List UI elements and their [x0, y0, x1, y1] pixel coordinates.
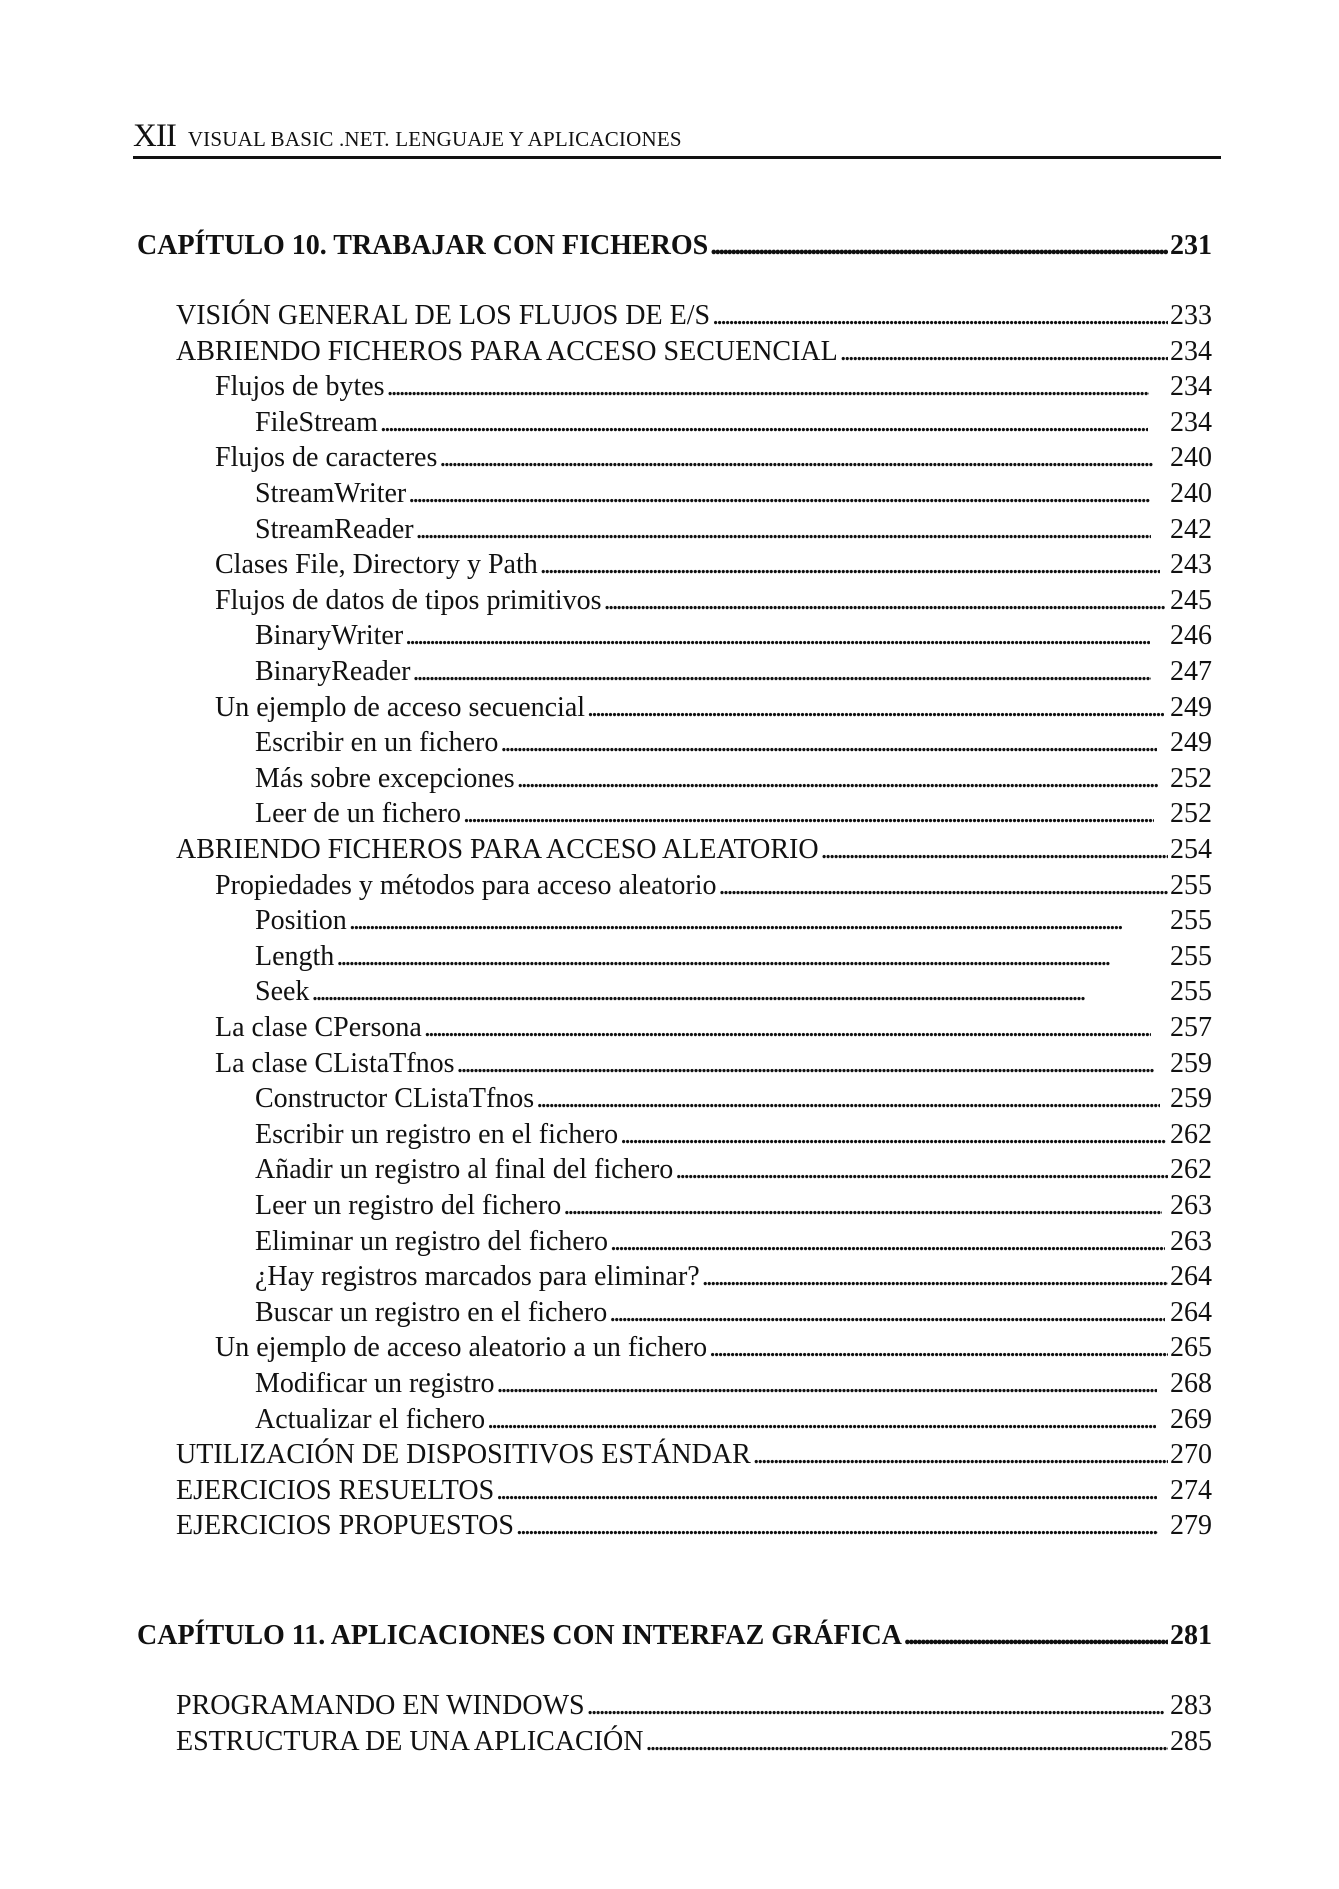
toc-entry-label: Buscar un registro en el fichero — [255, 1297, 608, 1328]
toc-entry-page: 255 — [1170, 976, 1212, 1007]
toc-entry — [176, 832, 1212, 868]
dot-leader — [604, 583, 1165, 619]
toc-entry — [255, 939, 1212, 975]
toc-entry — [255, 1152, 1212, 1188]
dot-leader — [702, 1259, 1168, 1295]
dot-leader — [416, 512, 1151, 548]
dot-leader — [536, 1081, 1160, 1117]
toc-entry-page: 263 — [1170, 1190, 1212, 1221]
toc-entry — [255, 1188, 1212, 1224]
toc-entry-page: 252 — [1170, 798, 1212, 829]
toc-entry — [176, 334, 1212, 370]
toc-entry-label: ¿Hay registros marcados para eliminar? — [255, 1261, 700, 1292]
toc-entry-label: Length — [255, 941, 335, 972]
toc-entry-label: Clases File, Directory y Path — [215, 549, 538, 580]
toc-entry-label: Escribir un registro en el fichero — [255, 1119, 619, 1150]
dot-leader — [563, 1188, 1162, 1224]
toc-entry-page: 257 — [1170, 1012, 1212, 1043]
toc-entry-page: 262 — [1170, 1119, 1212, 1150]
toc-entry-label: Flujos de bytes — [215, 371, 385, 402]
toc-entry-page: 268 — [1170, 1368, 1212, 1399]
toc-entry — [255, 1224, 1212, 1260]
toc-entry-page: 283 — [1170, 1690, 1212, 1721]
toc-entry — [215, 1330, 1212, 1366]
toc-entry — [176, 1437, 1212, 1473]
chapter-heading — [137, 228, 1212, 264]
dot-leader — [380, 405, 1148, 441]
dot-leader — [718, 868, 1168, 904]
toc-entry — [215, 547, 1212, 583]
toc-entry — [255, 761, 1212, 797]
dot-leader — [336, 939, 1148, 975]
toc-entry-label: La clase CListaTfnos — [215, 1048, 455, 1079]
dot-leader — [517, 761, 1159, 797]
toc-entry-label: Seek — [255, 976, 310, 1007]
dot-leader — [821, 832, 1168, 868]
toc-entry-page: 246 — [1170, 620, 1212, 651]
dot-leader — [587, 690, 1164, 726]
chapter-title: CAPÍTULO 11. APLICACIONES CON INTERFAZ GRÁFICA — [137, 1620, 902, 1651]
header-rule — [133, 156, 1221, 159]
toc-entry-label: FileStream — [255, 407, 378, 438]
toc-entry-page: 259 — [1170, 1048, 1212, 1079]
toc-entry-page: 255 — [1170, 941, 1212, 972]
toc-entry-label: ESTRUCTURA DE UNA APLICACIÓN — [176, 1726, 644, 1757]
toc-entry — [176, 298, 1212, 334]
toc-entry-label: Leer un registro del fichero — [255, 1190, 562, 1221]
dot-leader — [487, 1402, 1156, 1438]
dot-leader — [497, 1366, 1157, 1402]
toc-entry-label: BinaryWriter — [255, 620, 404, 651]
toc-entry — [176, 1508, 1212, 1544]
toc-entry-label: Flujos de datos de tipos primitivos — [215, 585, 602, 616]
chapter-page-number: 231 — [1170, 230, 1212, 261]
toc-entry-label: Eliminar un registro del fichero — [255, 1226, 608, 1257]
toc-entry-page: 249 — [1170, 727, 1212, 758]
dot-leader — [500, 725, 1157, 761]
toc-entry — [255, 974, 1212, 1010]
chapter-title: CAPÍTULO 10. TRABAJAR CON FICHEROS — [137, 230, 709, 261]
toc-entry-page: 240 — [1170, 478, 1212, 509]
toc-entry-label: Añadir un registro al final del fichero — [255, 1154, 674, 1185]
toc-entry-label: Actualizar el fichero — [255, 1404, 486, 1435]
toc-entry-page: 265 — [1170, 1332, 1212, 1363]
toc-entry-page: 259 — [1170, 1083, 1212, 1114]
dot-leader — [540, 547, 1160, 583]
toc-entry — [255, 903, 1212, 939]
toc-entry — [255, 476, 1212, 512]
toc-entry-page: 255 — [1170, 905, 1212, 936]
toc-entry — [255, 796, 1212, 832]
dot-leader — [405, 618, 1150, 654]
toc-entry — [255, 618, 1212, 654]
toc-entry-label: EJERCICIOS RESUELTOS — [176, 1475, 495, 1506]
toc-entry — [255, 1295, 1212, 1331]
toc-entry-label: StreamWriter — [255, 478, 407, 509]
dot-leader — [516, 1508, 1158, 1544]
toc-entry-label: Leer de un fichero — [255, 798, 461, 829]
toc-entry-page: 234 — [1170, 407, 1212, 438]
toc-entry-page: 269 — [1170, 1404, 1212, 1435]
toc-entry-page: 234 — [1170, 371, 1212, 402]
toc-entry — [215, 1010, 1212, 1046]
dot-leader — [463, 796, 1154, 832]
dot-leader — [456, 1046, 1153, 1082]
toc-entry-label: Escribir en un fichero — [255, 727, 499, 758]
toc-entry-page: 264 — [1170, 1261, 1212, 1292]
toc-entry-page: 264 — [1170, 1297, 1212, 1328]
toc-entry-label: Position — [255, 905, 347, 936]
dot-leader — [675, 1152, 1168, 1188]
toc-entry — [176, 1473, 1212, 1509]
toc-entry — [215, 1046, 1212, 1082]
toc-entry-label: ABRIENDO FICHEROS PARA ACCESO SECUENCIAL — [176, 336, 838, 367]
dot-leader — [387, 369, 1149, 405]
toc-entry — [215, 690, 1212, 726]
toc-entry-page: 255 — [1170, 870, 1212, 901]
toc-entry-page: 285 — [1170, 1726, 1212, 1757]
toc-entry-page: 274 — [1170, 1475, 1212, 1506]
toc-entry-label: Modificar un registro — [255, 1368, 495, 1399]
dot-leader — [609, 1295, 1165, 1331]
toc-entry-label: VISIÓN GENERAL DE LOS FLUJOS DE E/S — [176, 300, 711, 331]
dot-leader — [424, 1010, 1152, 1046]
toc-entry — [255, 1366, 1212, 1402]
toc-entry-label: ABRIENDO FICHEROS PARA ACCESO ALEATORIO — [176, 834, 819, 865]
toc-entry-label: EJERCICIOS PROPUESTOS — [176, 1510, 514, 1541]
toc-entry-label: Un ejemplo de acceso secuencial — [215, 692, 586, 723]
toc-entry-label: Flujos de caracteres — [215, 442, 438, 473]
chapter-page-number: 281 — [1170, 1620, 1212, 1651]
toc-entry-page: 242 — [1170, 514, 1212, 545]
toc-entry-page: 234 — [1170, 336, 1212, 367]
toc-entry-label: Un ejemplo de acceso aleatorio a un fichero — [215, 1332, 708, 1363]
dot-leader — [413, 654, 1151, 690]
dot-leader — [620, 1117, 1166, 1153]
toc-entry-page: 243 — [1170, 549, 1212, 580]
toc-entry — [176, 1724, 1212, 1760]
toc-entry-page: 249 — [1170, 692, 1212, 723]
dot-leader — [753, 1437, 1168, 1473]
toc-entry-page: 240 — [1170, 442, 1212, 473]
toc-entry — [255, 725, 1212, 761]
toc-entry-page: 254 — [1170, 834, 1212, 865]
toc-entry-label: La clase CPersona — [215, 1012, 422, 1043]
dot-leader — [408, 476, 1150, 512]
toc-entry-page: 270 — [1170, 1439, 1212, 1470]
dot-leader — [710, 228, 1168, 264]
toc-entry — [255, 512, 1212, 548]
toc-entry-label: UTILIZACIÓN DE DISPOSITIVOS ESTÁNDAR — [176, 1439, 751, 1470]
dot-leader — [349, 903, 1148, 939]
running-title: VISUAL BASIC .NET. LENGUAJE Y APLICACIONES — [187, 127, 682, 151]
dot-leader — [645, 1724, 1167, 1760]
page-folio: XII — [133, 118, 176, 154]
toc-entry-page: 245 — [1170, 585, 1212, 616]
toc-entry-page: 262 — [1170, 1154, 1212, 1185]
toc-entry — [255, 654, 1212, 690]
dot-leader — [439, 440, 1152, 476]
toc-entry — [215, 583, 1212, 619]
dot-leader — [311, 974, 1148, 1010]
toc-entry-label: StreamReader — [255, 514, 414, 545]
toc-entry-page: 247 — [1170, 656, 1212, 687]
dot-leader — [709, 1330, 1168, 1366]
running-header — [133, 118, 1221, 155]
toc-entry — [255, 1402, 1212, 1438]
toc-entry-page: 252 — [1170, 763, 1212, 794]
dot-leader — [610, 1224, 1165, 1260]
toc-entry-label: Más sobre excepciones — [255, 763, 515, 794]
toc-entry — [215, 868, 1212, 904]
toc-entry — [255, 1117, 1212, 1153]
dot-leader — [712, 298, 1168, 334]
toc-entry-label: Constructor CListaTfnos — [255, 1083, 535, 1114]
toc-entry-page: 279 — [1170, 1510, 1212, 1541]
toc-entry-label: Propiedades y métodos para acceso aleatorio — [215, 870, 717, 901]
dot-leader — [840, 334, 1168, 370]
toc-entry — [255, 405, 1212, 441]
toc-entry-page: 233 — [1170, 300, 1212, 331]
toc-entry-page: 263 — [1170, 1226, 1212, 1257]
toc-entry — [215, 369, 1212, 405]
dot-leader — [496, 1473, 1157, 1509]
chapter-heading — [137, 1618, 1212, 1654]
toc-entry — [255, 1259, 1212, 1295]
dot-leader — [587, 1688, 1164, 1724]
toc-entry — [215, 440, 1212, 476]
dot-leader — [904, 1618, 1168, 1654]
toc-entry-label: BinaryReader — [255, 656, 411, 687]
toc-entry — [255, 1081, 1212, 1117]
toc-entry — [176, 1688, 1212, 1724]
toc-entry-label: PROGRAMANDO EN WINDOWS — [176, 1690, 585, 1721]
